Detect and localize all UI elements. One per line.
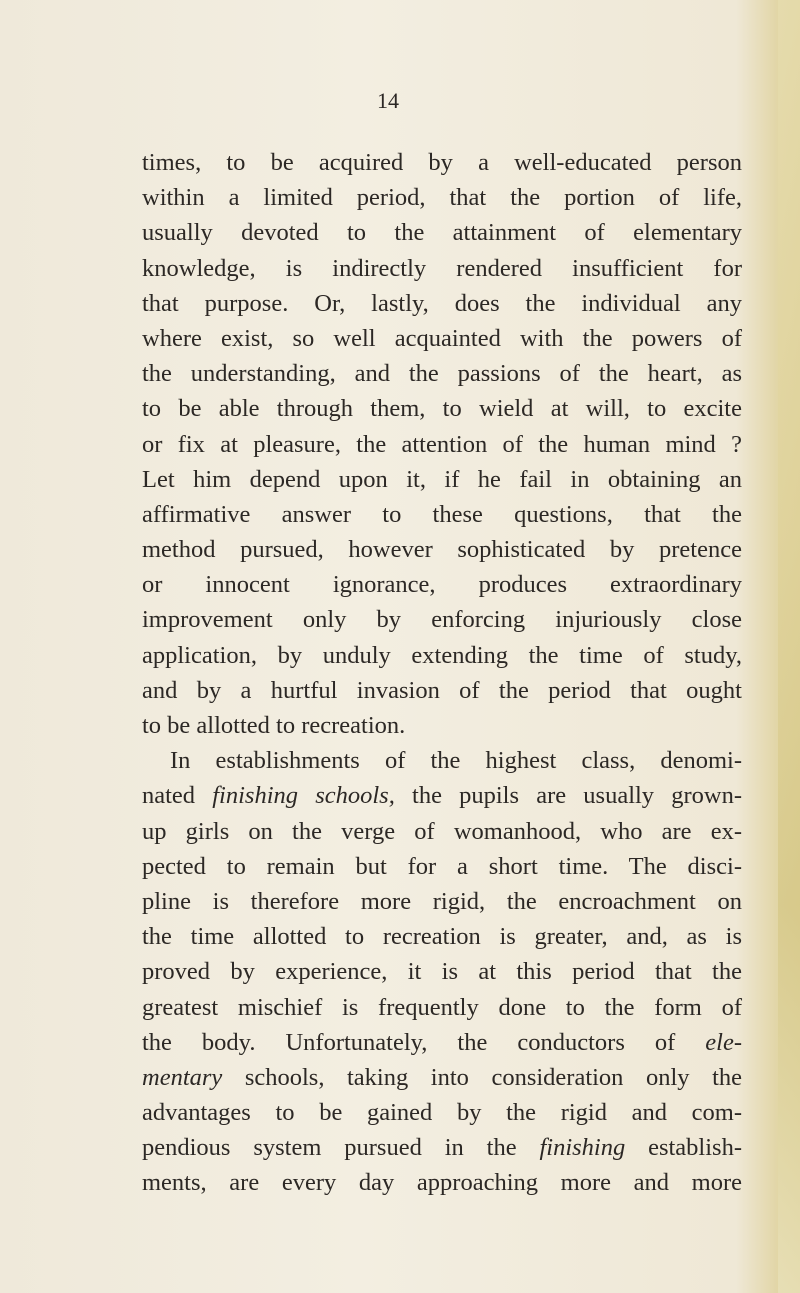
italic-term: mentary [142,1063,223,1091]
text-span: the pupils are usually grown- [394,782,743,810]
text-span: pendious system pursued in the [142,1134,540,1162]
text-span: establish- [625,1134,742,1162]
text-line [142,778,742,813]
text-span: nated [142,782,213,810]
text-line: within a limited period, that the portion of life, [142,184,742,212]
text-line: Let him depend upon it, if he fail in obtaining an [142,465,742,493]
text-line: times, to be acquired by a well-educated person [142,149,742,176]
text-line: or innocent ignorance, produces extraordinary [142,571,742,599]
page-number: 14 [377,88,399,113]
text-line: up girls on the verge of womanhood, who are ex- [142,817,742,845]
paragraph-start-line: In establishments of the highest class, denomi- [170,747,742,775]
text-line: application, by unduly extending the time of study, [142,641,742,669]
text-line [142,1025,742,1060]
page-edge-stain [778,0,800,1293]
text-line: advantages to be gained by the rigid and com- [142,1099,742,1127]
body-text [142,145,742,1201]
text-line: pected to remain but for a short time. The disci- [142,852,742,880]
italic-term: finishing schools, [212,782,395,810]
text-line: method pursued, however sophisticated by pretence [142,536,742,564]
text-line [142,1130,742,1165]
text-line: affirmative answer to these questions, that the [142,500,742,528]
text-line: to be allotted to recreation. [142,712,406,739]
text-line: greatest mischief is frequently done to the form of [142,993,742,1021]
text-line: proved by experience, it is at this period that the [142,958,742,986]
text-line: or fix at pleasure, the attention of the human mind ? [142,430,742,458]
italic-term: ele- [705,1028,742,1056]
text-line: ments, are every day approaching more and more [142,1169,742,1197]
text-line [142,1060,742,1095]
text-line: pline is therefore more rigid, the encroachment on [142,887,742,915]
text-line: that purpose. Or, lastly, does the individual any [142,289,742,317]
text-line: the understanding, and the passions of the heart, as [142,360,742,388]
italic-term: finishing [539,1134,626,1162]
text-line: usually devoted to the attainment of elementary [142,219,742,247]
text-span: schools, taking into consideration only the [222,1063,742,1091]
text-line: improvement only by enforcing injuriously close [142,606,742,634]
text-line: the time allotted to recreation is greater, and, as is [142,923,742,951]
text-span: the body. Unfortunately, the conductors of [142,1028,706,1056]
text-line: knowledge, is indirectly rendered insufficient for [142,254,742,282]
text-line: where exist, so well acquainted with the powers of [142,324,742,352]
text-line: and by a hurtful invasion of the period that ought [142,676,742,704]
text-line: to be able through them, to wield at will, to excite [142,395,742,423]
